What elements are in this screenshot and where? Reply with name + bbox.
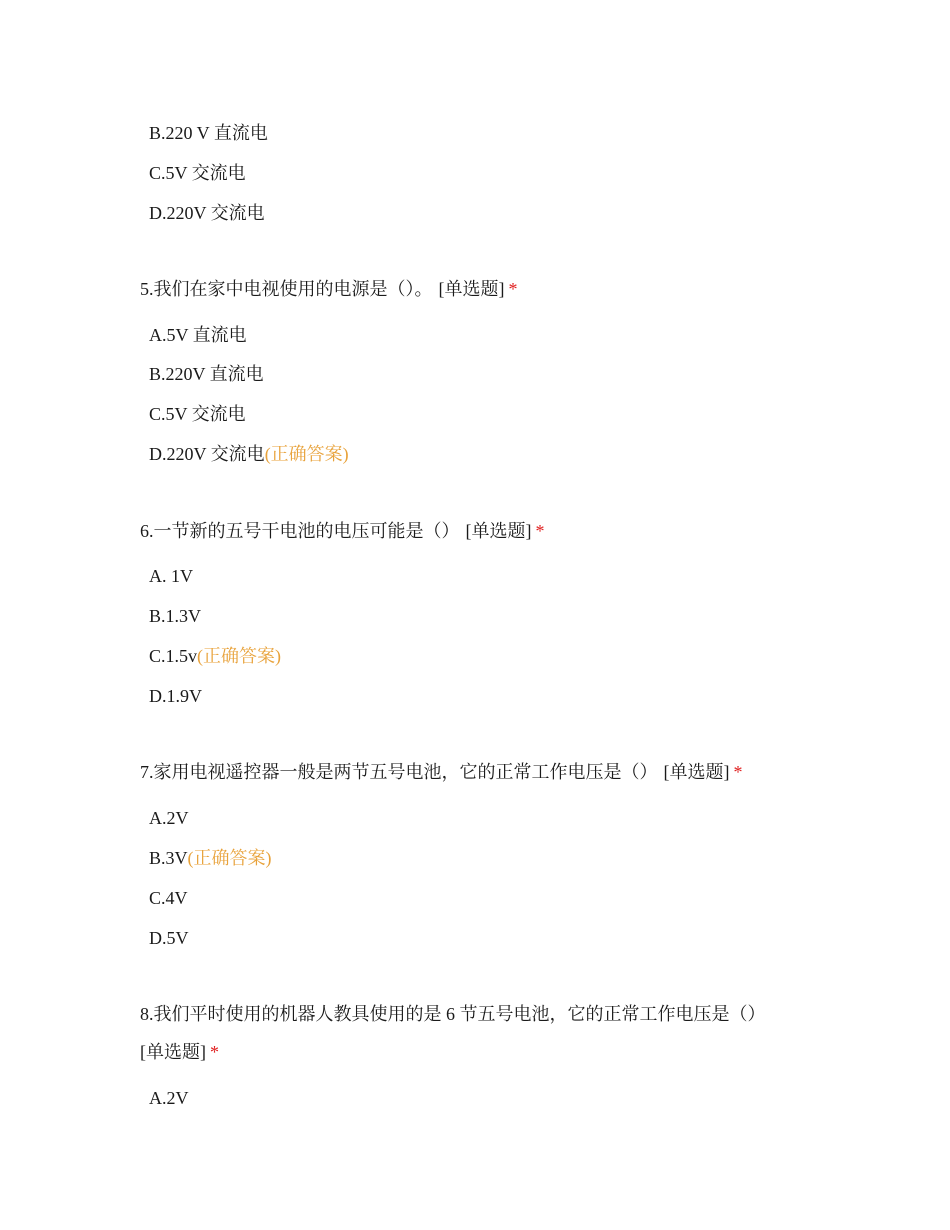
- option-7-c[interactable]: [149, 886, 188, 910]
- correct-answer-mark: (正确答案): [264, 444, 349, 464]
- option-prev-c[interactable]: [149, 161, 246, 185]
- question-type: [单选题]: [465, 521, 532, 541]
- option-6-a[interactable]: [149, 564, 193, 588]
- question-text: 8.我们平时使用的机器人教具使用的是 6 节五号电池，它的正常工作电压是（）: [140, 1004, 766, 1024]
- question-7-title: [140, 760, 743, 784]
- option-6-d[interactable]: [149, 684, 202, 708]
- question-8-title: [140, 1002, 766, 1026]
- question-text: 7.家用电视遥控器一般是两节五号电池，它的正常工作电压是（）: [140, 762, 658, 782]
- option-5-b[interactable]: [149, 362, 264, 386]
- required-marker: *: [210, 1042, 219, 1062]
- option-label: C.1.5v: [149, 646, 198, 666]
- option-label: B.220 V 直流电: [149, 123, 268, 143]
- question-type: [单选题]: [140, 1042, 206, 1062]
- option-prev-b[interactable]: [149, 121, 268, 145]
- option-prev-d[interactable]: [149, 201, 265, 225]
- option-label: A.2V: [149, 1088, 189, 1108]
- option-label: D.220V 交流电: [149, 203, 265, 223]
- question-5-title: [140, 277, 518, 301]
- question-type: [单选题]: [663, 762, 730, 782]
- option-5-d[interactable]: [149, 442, 349, 466]
- option-label: A.5V 直流电: [149, 325, 247, 345]
- option-label: C.5V 交流电: [149, 163, 246, 183]
- option-7-a[interactable]: [149, 806, 189, 830]
- required-marker: *: [508, 279, 518, 299]
- option-label: D.1.9V: [149, 686, 202, 706]
- correct-answer-mark: (正确答案): [187, 848, 272, 868]
- option-label: B.220V 直流电: [149, 364, 264, 384]
- option-6-c[interactable]: [149, 644, 281, 668]
- question-6-title: [140, 519, 545, 543]
- question-text: 5.我们在家中电视使用的电源是（）。: [140, 279, 433, 299]
- required-marker: *: [733, 762, 743, 782]
- option-5-c[interactable]: [149, 402, 246, 426]
- question-8-type-line: [140, 1040, 219, 1064]
- option-5-a[interactable]: [149, 323, 247, 347]
- option-7-b[interactable]: [149, 846, 272, 870]
- option-label: D.220V 交流电: [149, 444, 265, 464]
- correct-answer-mark: (正确答案): [197, 646, 282, 666]
- option-label: A.2V: [149, 808, 189, 828]
- option-8-a[interactable]: [149, 1086, 189, 1110]
- option-7-d[interactable]: [149, 926, 189, 950]
- question-type: [单选题]: [438, 279, 505, 299]
- option-label: C.5V 交流电: [149, 404, 246, 424]
- option-6-b[interactable]: [149, 604, 201, 628]
- option-label: D.5V: [149, 928, 189, 948]
- option-label: C.4V: [149, 888, 188, 908]
- required-marker: *: [535, 521, 545, 541]
- option-label: A. 1V: [149, 566, 193, 586]
- option-label: B.1.3V: [149, 606, 202, 626]
- question-text: 6.一节新的五号干电池的电压可能是（）: [140, 521, 460, 541]
- option-label: B.3V: [149, 848, 188, 868]
